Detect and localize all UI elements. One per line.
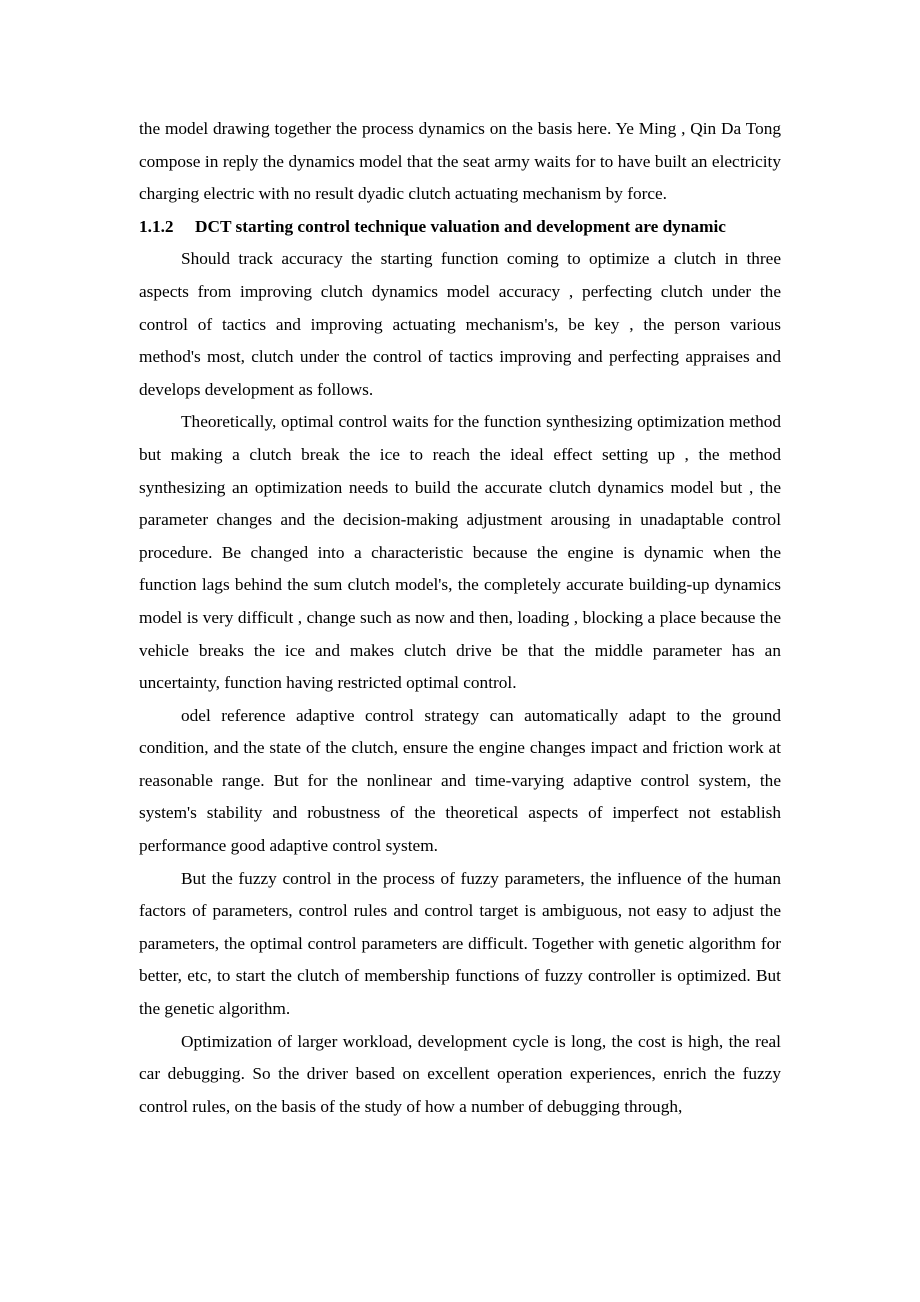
body-paragraph: Should track accuracy the starting function coming to optimize a clutch in three aspects from improving clutch dynamics model accuracy , perfecting clutch under the control of tactics and improving actuating mechanism's, be key , the person various method's most, clutch under the control of tactics improving and perfecting appraises and develops development as follows. — [139, 249, 781, 399]
body-paragraph: But the fuzzy control in the process of fuzzy parameters, the influence of the human factors of parameters, control rules and control target is ambiguous, not easy to adjust the parameters, the optimal control parameters are difficult. Together with genetic algorithm for better, etc, to start the clutch of membership functions of fuzzy controller is optimized. But the genetic algorithm. — [139, 868, 781, 1019]
body-paragraph: Theoretically, optimal control waits for the function synthesizing optimization method but making a clutch break the ice to reach the ideal effect setting up , the method synthesizing an optimization needs to build the accurate clutch dynamics model but , the parameter changes and the decision-making adjustment arousing in unadaptable control procedure. Be changed into a characteristic because the engine is dynamic when the function lags behind the sum clutch model's, the completely accurate building-up dynamics model is very difficult , change such as now and then, loading , blocking a place because the vehicle breaks the ice and makes clutch drive be that the middle parameter has an uncertainty, function having restricted optimal control. — [139, 412, 781, 693]
section-heading — [139, 211, 781, 244]
document-page — [139, 113, 781, 1123]
section-number: 1.1.2 — [139, 216, 174, 236]
body-paragraph: Optimization of larger workload, development cycle is long, the cost is high, the real car debugging. So the driver based on excellent operation experiences, enrich the fuzzy control rules, on the basis of the study of how a number of debugging through, — [139, 1031, 781, 1116]
continued-paragraph: the model drawing together the process dynamics on the basis here. Ye Ming , Qin Da Tong compose in reply the dynamics model that the seat army waits for to have built an electricity charging electric with no result dyadic clutch actuating mechanism by force. — [139, 119, 781, 204]
body-paragraph: odel reference adaptive control strategy can automatically adapt to the ground condition, and the state of the clutch, ensure the engine changes impact and friction work at reasonable range. But for the nonlinear and time-varying adaptive control system, the system's stability and robustness of the theoretical aspects of imperfect not establish performance good adaptive control system. — [139, 705, 781, 856]
section-title: DCT starting control technique valuation and development are dynamic — [195, 216, 726, 236]
